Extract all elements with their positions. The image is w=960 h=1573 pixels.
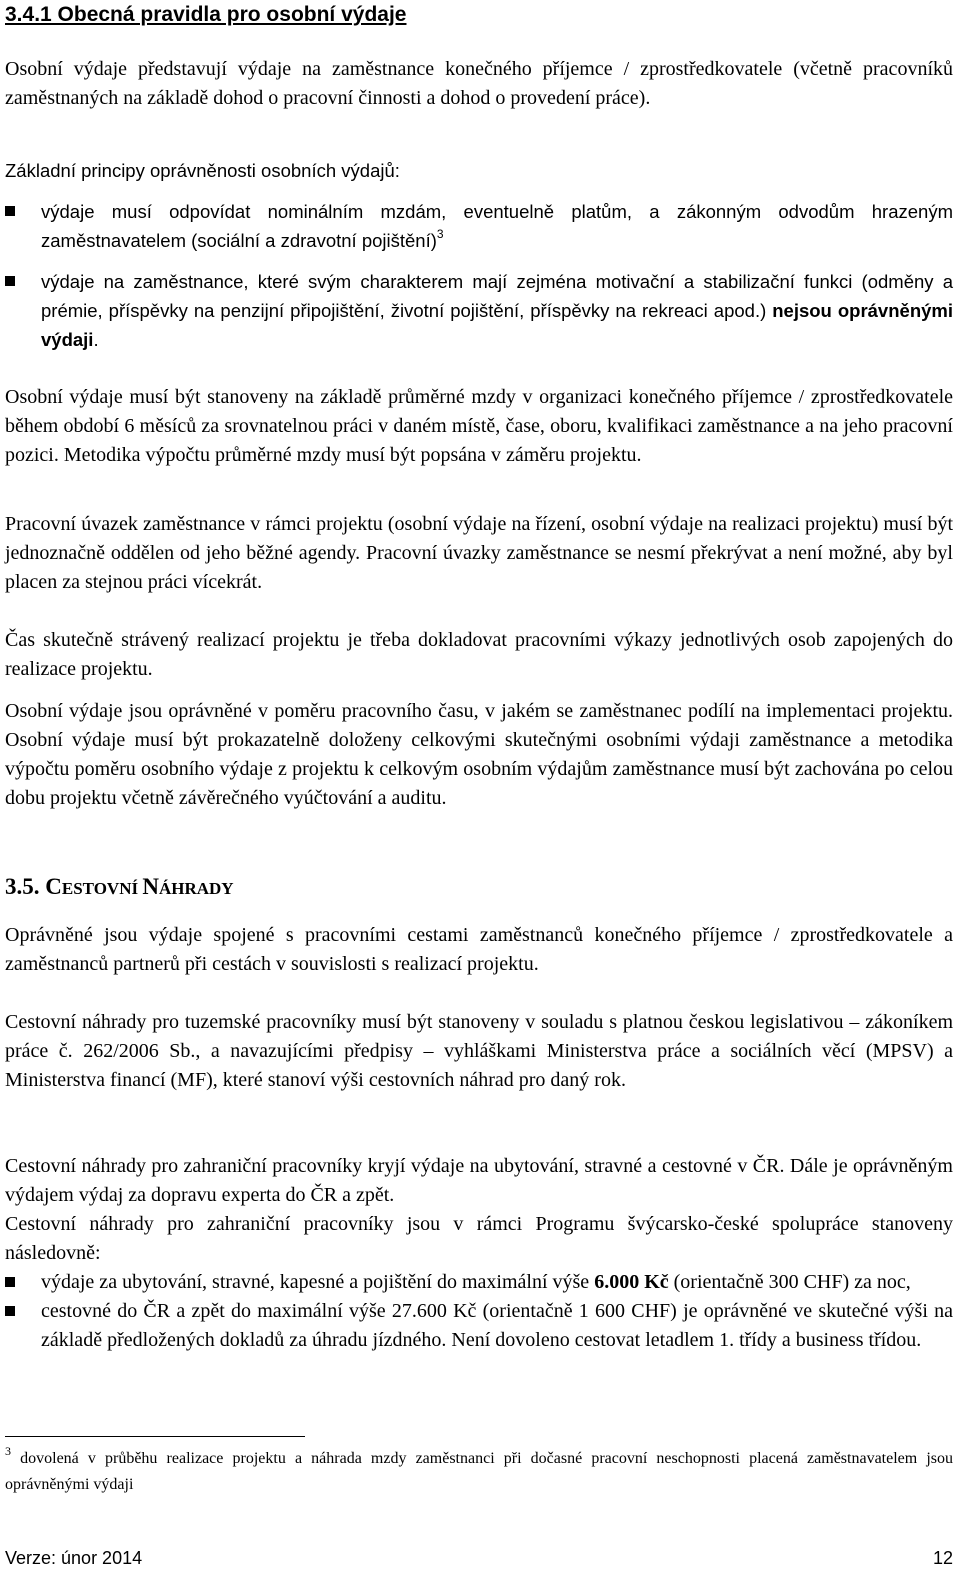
footnote-separator [5,1436,305,1437]
intro-paragraph: Osobní výdaje představují výdaje na zaměstnance konečného příjemce / zprostředkovatele (včetně pracovníků zaměstnaných na základě dohod o pracovní činnosti a dohod o provedení práce). [5,58,953,109]
footnote-text: dovolená v průběhu realizace projektu a náhrada mzdy zaměstnanci při dočasné pracovní neschopnosti placená zaměstnavatelem jsou oprávněnými výdaji [5,1450,953,1493]
list-item-text: výdaje musí odpovídat nominálním mzdám, eventuelně platům, a zákonným odvodům hrazeným zaměstnavatelem (sociální a zdravotní pojištění) [41,201,953,251]
paragraph-foreign-travel: Cestovní náhrady pro zahraniční pracovníky kryjí výdaje na ubytování, stravné a cestovné v ČR. Dále je oprávněným výdajem výdaj za dopravu experta do ČR a zpět. [5,1155,953,1206]
list-item-bold: nejsou oprávněnými výdaji [41,300,953,350]
footer-version: Verze: únor 2014 [5,1548,143,1568]
bullet-icon [5,206,15,216]
section-2-number: 3.5. [5,874,46,899]
footnote [5,1443,953,1498]
list-item-text: výdaje za ubytování, stravné, kapesné a pojištění do maximální výše [41,1271,595,1293]
list-item-bold: 6.000 Kč [594,1271,669,1293]
list-item [5,1268,953,1297]
section-title: 3.4.1 Obecná pravidla pro osobní výdaje [5,3,407,26]
paragraph-swiss-program: Cestovní náhrady pro zahraniční pracovníky jsou v rámci Programu švýcarsko-české spolupráce stanoveny následovně: [5,1213,953,1264]
list-item-suffix: (orientačně 300 CHF) za noc, [668,1271,911,1293]
section-2-smallcaps2: ÁHRADY [158,879,234,898]
footnote-number: 3 [5,1443,11,1458]
bullet-icon [5,276,15,286]
paragraph-timesheets: Čas skutečně strávený realizací projektu je třeba dokladovat pracovními výkazy jednotlivých osob zapojených do realizace projektu. [5,629,953,680]
paragraph-average-wage: Osobní výdaje musí být stanoveny na základě průměrné mzdy v organizaci konečného příjemce / zprostředkovatele během období 6 měsíců za srovnatelnou práci v daném místě, čase, oboru, kvalifikaci zaměstnance a na jeho pracovní pozici. Metodika výpočtu průměrné mzdy musí být popsána v záměru projektu. [5,386,953,466]
section-2-title [5,874,234,900]
principles-heading: Základní principy oprávněnosti osobních výdajů: [5,160,400,181]
section-2-cap: C [45,874,62,899]
bullet-icon [5,1306,15,1316]
paragraph-domestic-travel: Cestovní náhrady pro tuzemské pracovníky musí být stanoveny v souladu s platnou českou legislativou – zákoníkem práce č. 262/2006 Sb., a navazujícími předpisy – vyhláškami Ministerstva práce a sociálních věcí (MPSV) a Ministerstva financí (MF), které stanoví výši cestovních náhrad pro daný rok. [5,1011,953,1091]
footnote-ref: 3 [436,226,444,241]
section-2-smallcaps: ESTOVNÍ [61,879,143,898]
list-item [5,197,953,255]
travel-limits-list [5,1268,953,1355]
list-item-text: cestovné do ČR a zpět do maximální výše 27.600 Kč (orientačně 1 600 CHF) je oprávněné ve skutečné výši na základě předložených dokladů za úhradu jízdného. Není dovoleno cestovat letadlem 1. třídy a business třídou. [41,1300,953,1351]
list-item [5,1297,953,1355]
paragraph-eligible-travel: Oprávněné jsou výdaje spojené s pracovními cestami zaměstnanců konečného příjemce / zprostředkovatele a zaměstnanců partnerů při cestách v souvislosti s realizací projektu. [5,924,953,975]
section-2-cap2: N [142,874,159,899]
list-item-text: výdaje na zaměstnance, které svým charakterem mají zejména motivační a stabilizační funkci (odměny a prémie, příspěvky na penzijní připojištění, životní pojištění, příspěvky na rekreaci apod.) [41,271,953,321]
principles-list [5,197,953,354]
page-number: 12 [932,1548,953,1568]
list-item-suffix: . [93,329,99,350]
paragraph-proportion: Osobní výdaje jsou oprávněné v poměru pracovního času, v jakém se zaměstnanec podílí na implementaci projektu. Osobní výdaje musí být prokazatelně doloženy celkovými skutečnými osobními výdaji zaměstnance a metodika výpočtu poměru osobního výdaje z projektu k celkovým osobním výdajům zaměstnance musí být zachována po celou dobu projektu včetně závěrečného vyúčtování a auditu. [5,700,953,809]
bullet-icon [5,1277,15,1287]
list-item [5,267,953,354]
paragraph-workload: Pracovní úvazek zaměstnance v rámci projektu (osobní výdaje na řízení, osobní výdaje na realizaci projektu) musí být jednoznačně oddělen od jeho běžné agendy. Pracovní úvazky zaměstnance se nesmí překrývat a není možné, aby byl placen za stejnou práci vícekrát. [5,513,953,593]
